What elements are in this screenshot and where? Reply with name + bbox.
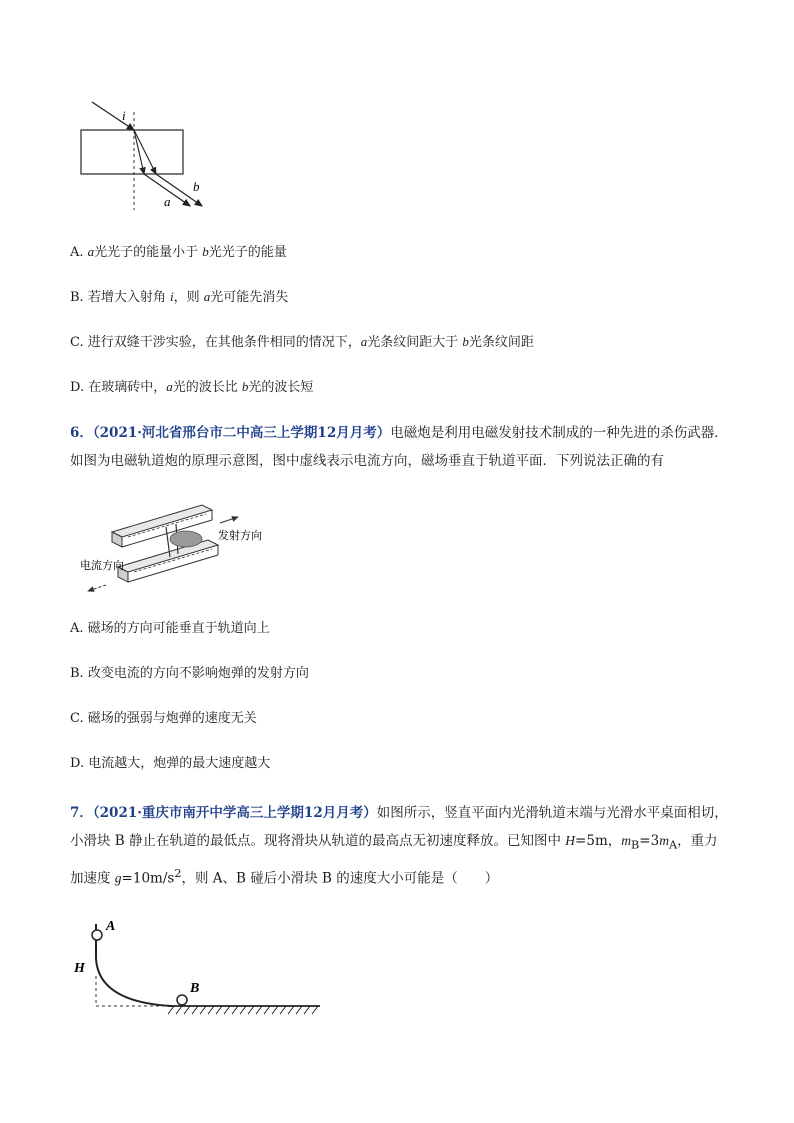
question-number: 6． <box>70 425 93 441</box>
var-a: a <box>87 244 95 259</box>
q6-stem <box>70 419 730 475</box>
label-a: a <box>164 194 171 209</box>
var-b: b <box>202 244 209 259</box>
ground-hatching <box>168 1006 318 1014</box>
current-arrow <box>88 585 106 591</box>
option-text: 光条纹间距 <box>468 335 534 350</box>
question-source: （2021·重庆市南开中学高三上学期12月月考） <box>92 805 377 821</box>
q7-stem: 7．（2021·重庆市南开中学高三上学期12月月考）如图所示，竖直平面内光滑轨道末端与光滑水平桌面相切，小滑块 B 静止在轨道的最低点。现将滑块从轨道的最高点无初速度释放。已知图中 H=5m，$m_B=3m_A$，重力加速度 $g=10m/s^2$，则 A、B 碰后小滑块 B 的速度大小可能是（ ） <box>70 805 728 887</box>
projectile <box>170 531 202 547</box>
question-number: 7． <box>70 805 93 821</box>
var-a: a <box>166 379 173 394</box>
label-i: i <box>122 108 126 123</box>
var-m: m <box>659 833 669 848</box>
option-text: 光可能先消失 <box>210 290 289 305</box>
option-letter: A. <box>70 245 88 260</box>
railgun-figure <box>78 497 278 597</box>
question-text: 电磁炮是利用电磁发射技术制成的一种先进的杀伤武器．如图为电磁轨道炮的原理示意图，图中虚线表示电流方向，磁场垂直于轨道平面．下列说法正确的有 <box>70 425 728 469</box>
label-H: H <box>74 961 85 976</box>
q5-option-b <box>70 287 288 308</box>
refracted-ray-b <box>134 130 156 174</box>
block-B <box>177 995 187 1005</box>
option-text: 光光子的能量小于 <box>94 245 203 260</box>
q6-option-a: A. 磁场的方向可能垂直于轨道向上 <box>70 621 270 636</box>
option-text: 在玻璃砖中， <box>88 380 167 395</box>
q6-option-c: C. 磁场的强弱与炮弹的速度无关 <box>70 711 257 726</box>
launch-arrow <box>220 517 238 523</box>
option-text: 光条纹间距大于 <box>367 335 463 350</box>
refraction-figure <box>78 98 218 213</box>
question-text: 如图所示，竖直平面内光滑轨道末端与光滑水平桌面相切，小滑块 B 静止在轨道的最低点。现将滑块从轨道的最高点无初速度释放。已知图中 <box>70 805 728 849</box>
option-text: 若增大入射角 <box>87 290 170 305</box>
option-text: 光光子的能量 <box>208 245 287 260</box>
question-source: （2021·河北省邢台市二中高三上学期12月月考） <box>92 425 391 441</box>
var-g: g <box>114 870 122 886</box>
var-m: m <box>621 833 631 848</box>
glass-slab <box>81 130 183 174</box>
option-text: 光的波长比 <box>172 380 242 395</box>
q6-option-b: B. 改变电流的方向不影响炮弹的发射方向 <box>70 666 309 681</box>
option-text: 进行双缝干涉实验，在其他条件相同的情况下， <box>87 335 361 350</box>
var-a: a <box>360 334 368 349</box>
option-letter: B. <box>70 290 88 305</box>
option-letter: C. <box>70 335 88 350</box>
track-figure <box>72 910 332 1025</box>
option-letter: D. <box>70 380 89 395</box>
block-A <box>92 930 102 940</box>
q5-option-c <box>70 332 534 353</box>
label-b: b <box>193 179 200 194</box>
var-H: H <box>565 833 576 848</box>
var-b: b <box>462 334 469 349</box>
option-text: 光的波长短 <box>248 380 314 395</box>
incident-ray <box>92 102 134 130</box>
var-a: a <box>203 289 211 304</box>
option-text: ，则 <box>173 290 204 305</box>
q5-option-a <box>70 242 287 263</box>
upper-rail <box>112 505 212 537</box>
q6-option-d: D. 电流越大，炮弹的最大速度越大 <box>70 756 271 771</box>
var-i: i <box>169 289 174 304</box>
var-b: b <box>241 379 249 394</box>
curved-track <box>96 924 172 1006</box>
refracted-ray-a <box>134 130 144 174</box>
label-B: B <box>190 981 200 996</box>
launch-label: 发射方向 <box>218 530 262 542</box>
q5-option-d <box>70 377 313 398</box>
current-label: 电流方向 <box>80 560 124 572</box>
label-A: A <box>106 919 116 934</box>
